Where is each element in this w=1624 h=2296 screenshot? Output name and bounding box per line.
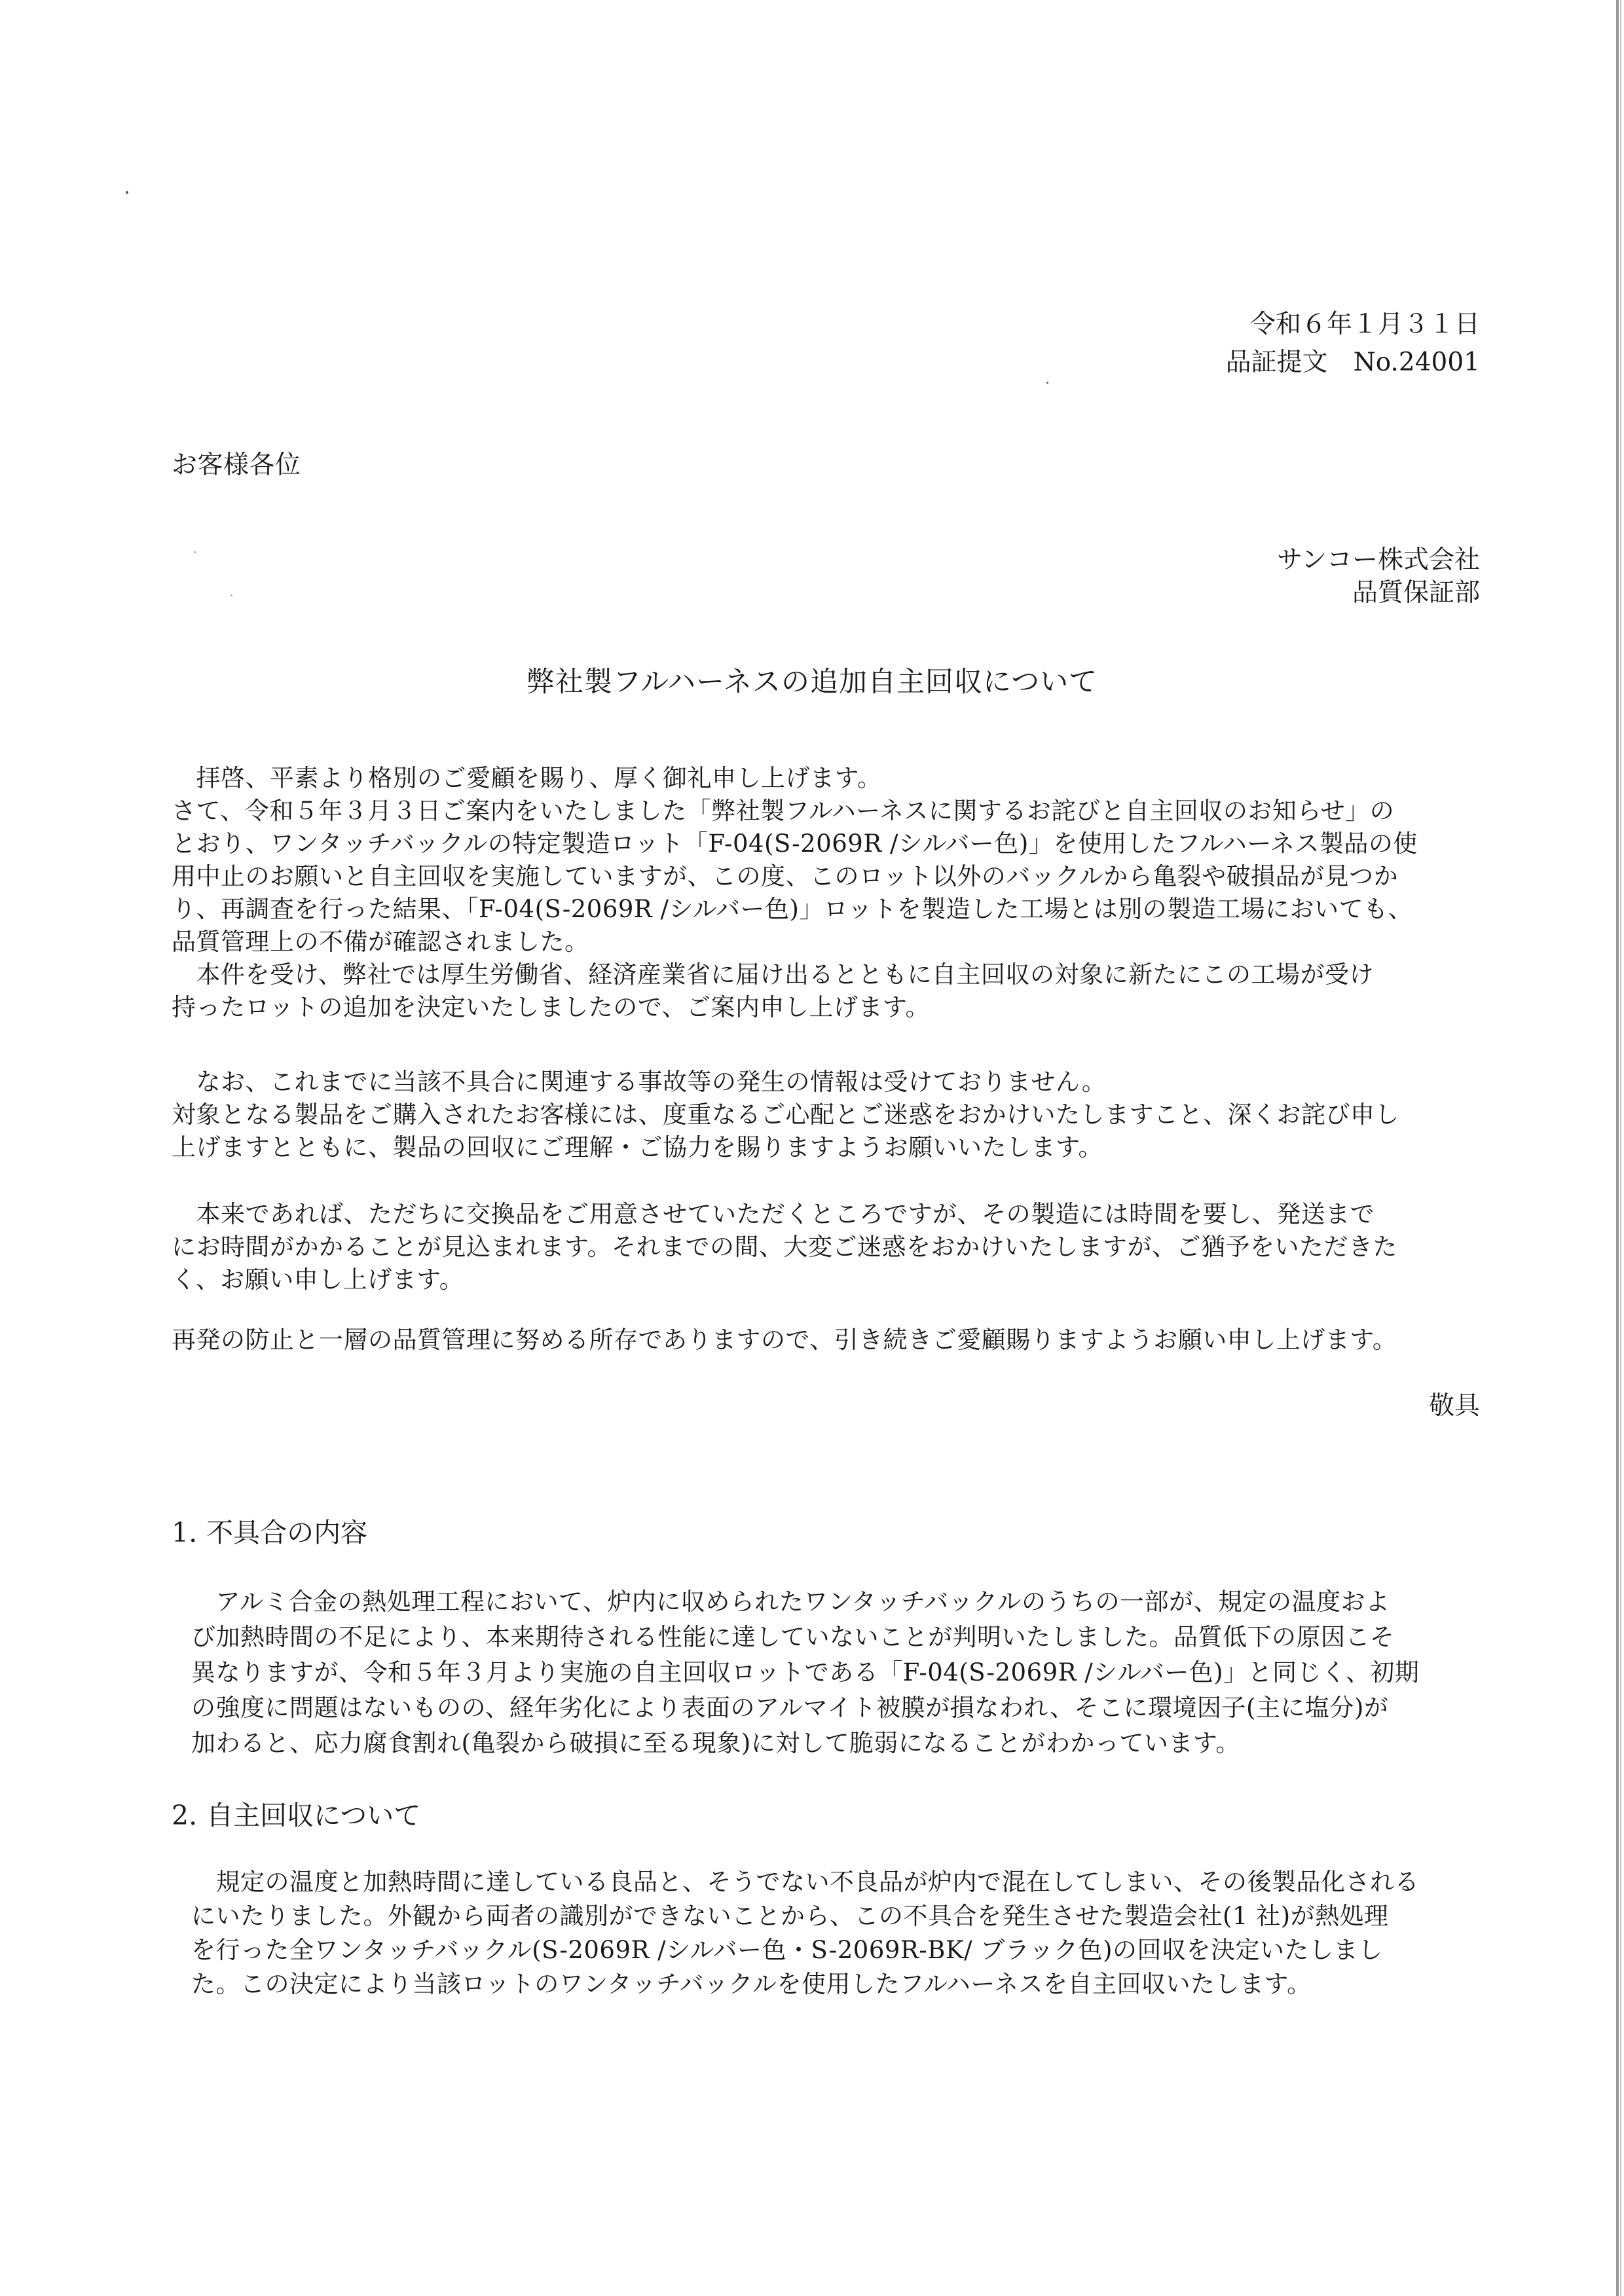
scan-speck <box>231 594 232 596</box>
scan-speck <box>1046 382 1048 384</box>
section-1-line: び加熱時間の不足により、本来期待される性能に達していないことが判明いたしました。品質低下の原因こそ <box>191 1623 1395 1651</box>
section-1-line: 異なりますが、令和５年３月より実施の自主回収ロットである「F-04(S-2069R /シルバー色)」と同じく、初期 <box>191 1658 1420 1686</box>
body-line: とおり、ワンタッチバックルの特定製造ロット「F-04(S-2069R /シルバー色)」を使用したフルハーネス製品の使 <box>172 829 1418 858</box>
section-1-line: 加わると、応力腐食割れ(亀裂から破損に至る現象)に対して脆弱になることがわかっています。 <box>191 1729 1240 1757</box>
section-title: 不具合の内容 <box>206 1517 368 1548</box>
section-1-heading <box>172 1516 367 1549</box>
scan-edge-shadow <box>1620 0 1621 2296</box>
sender-department: 品質保証部 <box>1352 578 1480 608</box>
sender-company: サンコー株式会社 <box>1276 545 1480 575</box>
body-line: 上げますとともに、製品の回収にご理解・ご協力を賜りますようお願いいたします。 <box>172 1133 1103 1161</box>
body-line: なお、これまでに当該不具合に関連する事故等の発生の情報は受けておりません。 <box>172 1068 1107 1096</box>
body-line: にお時間がかかることが見込まれます。それまでの間、大変ご迷惑をおかけいたしますが、ご猶予をいただきた <box>172 1233 1398 1261</box>
scan-speck <box>194 551 196 553</box>
scan-edge <box>1616 0 1619 2296</box>
body-line: 持ったロットの追加を決定いたしましたので、ご案内申し上げます。 <box>172 993 931 1021</box>
letter-title: 弊社製フルハーネスの追加自主回収について <box>526 666 1098 699</box>
body-line: 再発の防止と一層の品質管理に努める所存でありますので、引き続きご愛顧賜りますようお願い申し上げます。 <box>172 1326 1397 1354</box>
section-2-line: 規定の温度と加熱時間に達している良品と、そうでない不良品が炉内で混在してしまい、その後製品化される <box>191 1868 1419 1896</box>
section-number: 1. <box>172 1517 198 1548</box>
body-line: 本来であれば、ただちに交換品をご用意させていただくところですが、その製造には時間を要し、発送まで <box>172 1200 1375 1228</box>
letter-date: 令和６年１月３１日 <box>1249 310 1480 339</box>
recipient: お客様各位 <box>172 450 301 480</box>
body-line: 本件を受け、弊社では厚生労働省、経済産業省に届け出るとともに自主回収の対象に新たにこの工場が受け <box>172 960 1375 989</box>
section-1-line: アルミ合金の熱処理工程において、炉内に収められたワンタッチバックルのうちの一部が、規定の温度およ <box>191 1588 1390 1616</box>
body-line: く、お願い申し上げます。 <box>172 1266 464 1294</box>
section-2-line: を行った全ワンタッチバックル(S-2069R /シルバー色・S-2069R-BK/ ブラック色)の回収を決定いたしまし <box>191 1936 1383 1964</box>
body-line: り、再調査を行った結果、「F-04(S-2069R /シルバー色)」ロットを製造した工場とは別の製造工場においても、 <box>172 895 1413 923</box>
body-line: さて、令和５年３月３日ご案内をいたしました「弊社製フルハーネスに関するお詫びと自主回収のお知らせ」の <box>172 797 1395 825</box>
section-number: 2. <box>172 1800 198 1831</box>
body-line: 品質管理上の不備が確認されました。 <box>172 928 589 956</box>
section-1-line: の強度に問題はないものの、経年劣化により表面のアルマイト被膜が損なわれ、そこに環境因子(主に塩分)が <box>191 1694 1389 1722</box>
scan-speck <box>126 191 128 194</box>
section-2-heading <box>172 1799 420 1832</box>
section-2-line: た。この決定により当該ロットのワンタッチバックルを使用したフルハーネスを自主回収いたします。 <box>191 1970 1312 1998</box>
section-title: 自主回収について <box>206 1800 421 1831</box>
body-line: 対象となる製品をご購入されたお客様には、度重なるご心配とご迷惑をおかけいたしますこと、深くお詫び申し <box>172 1101 1399 1129</box>
document-number: 品証提文 No.24001 <box>1225 348 1480 377</box>
section-2-line: にいたりました。外観から両者の識別ができないことから、この不具合を発生させた製造会社(1 社)が熱処理 <box>191 1902 1389 1930</box>
closing-keigu: 敬具 <box>1428 1391 1480 1421</box>
body-line: 拝啓、平素より格別のご愛顧を賜り、厚く御礼申し上げます。 <box>172 764 882 792</box>
body-line: 用中止のお願いと自主回収を実施していますが、この度、このロット以外のバックルから亀裂や破損品が見つか <box>172 862 1399 890</box>
